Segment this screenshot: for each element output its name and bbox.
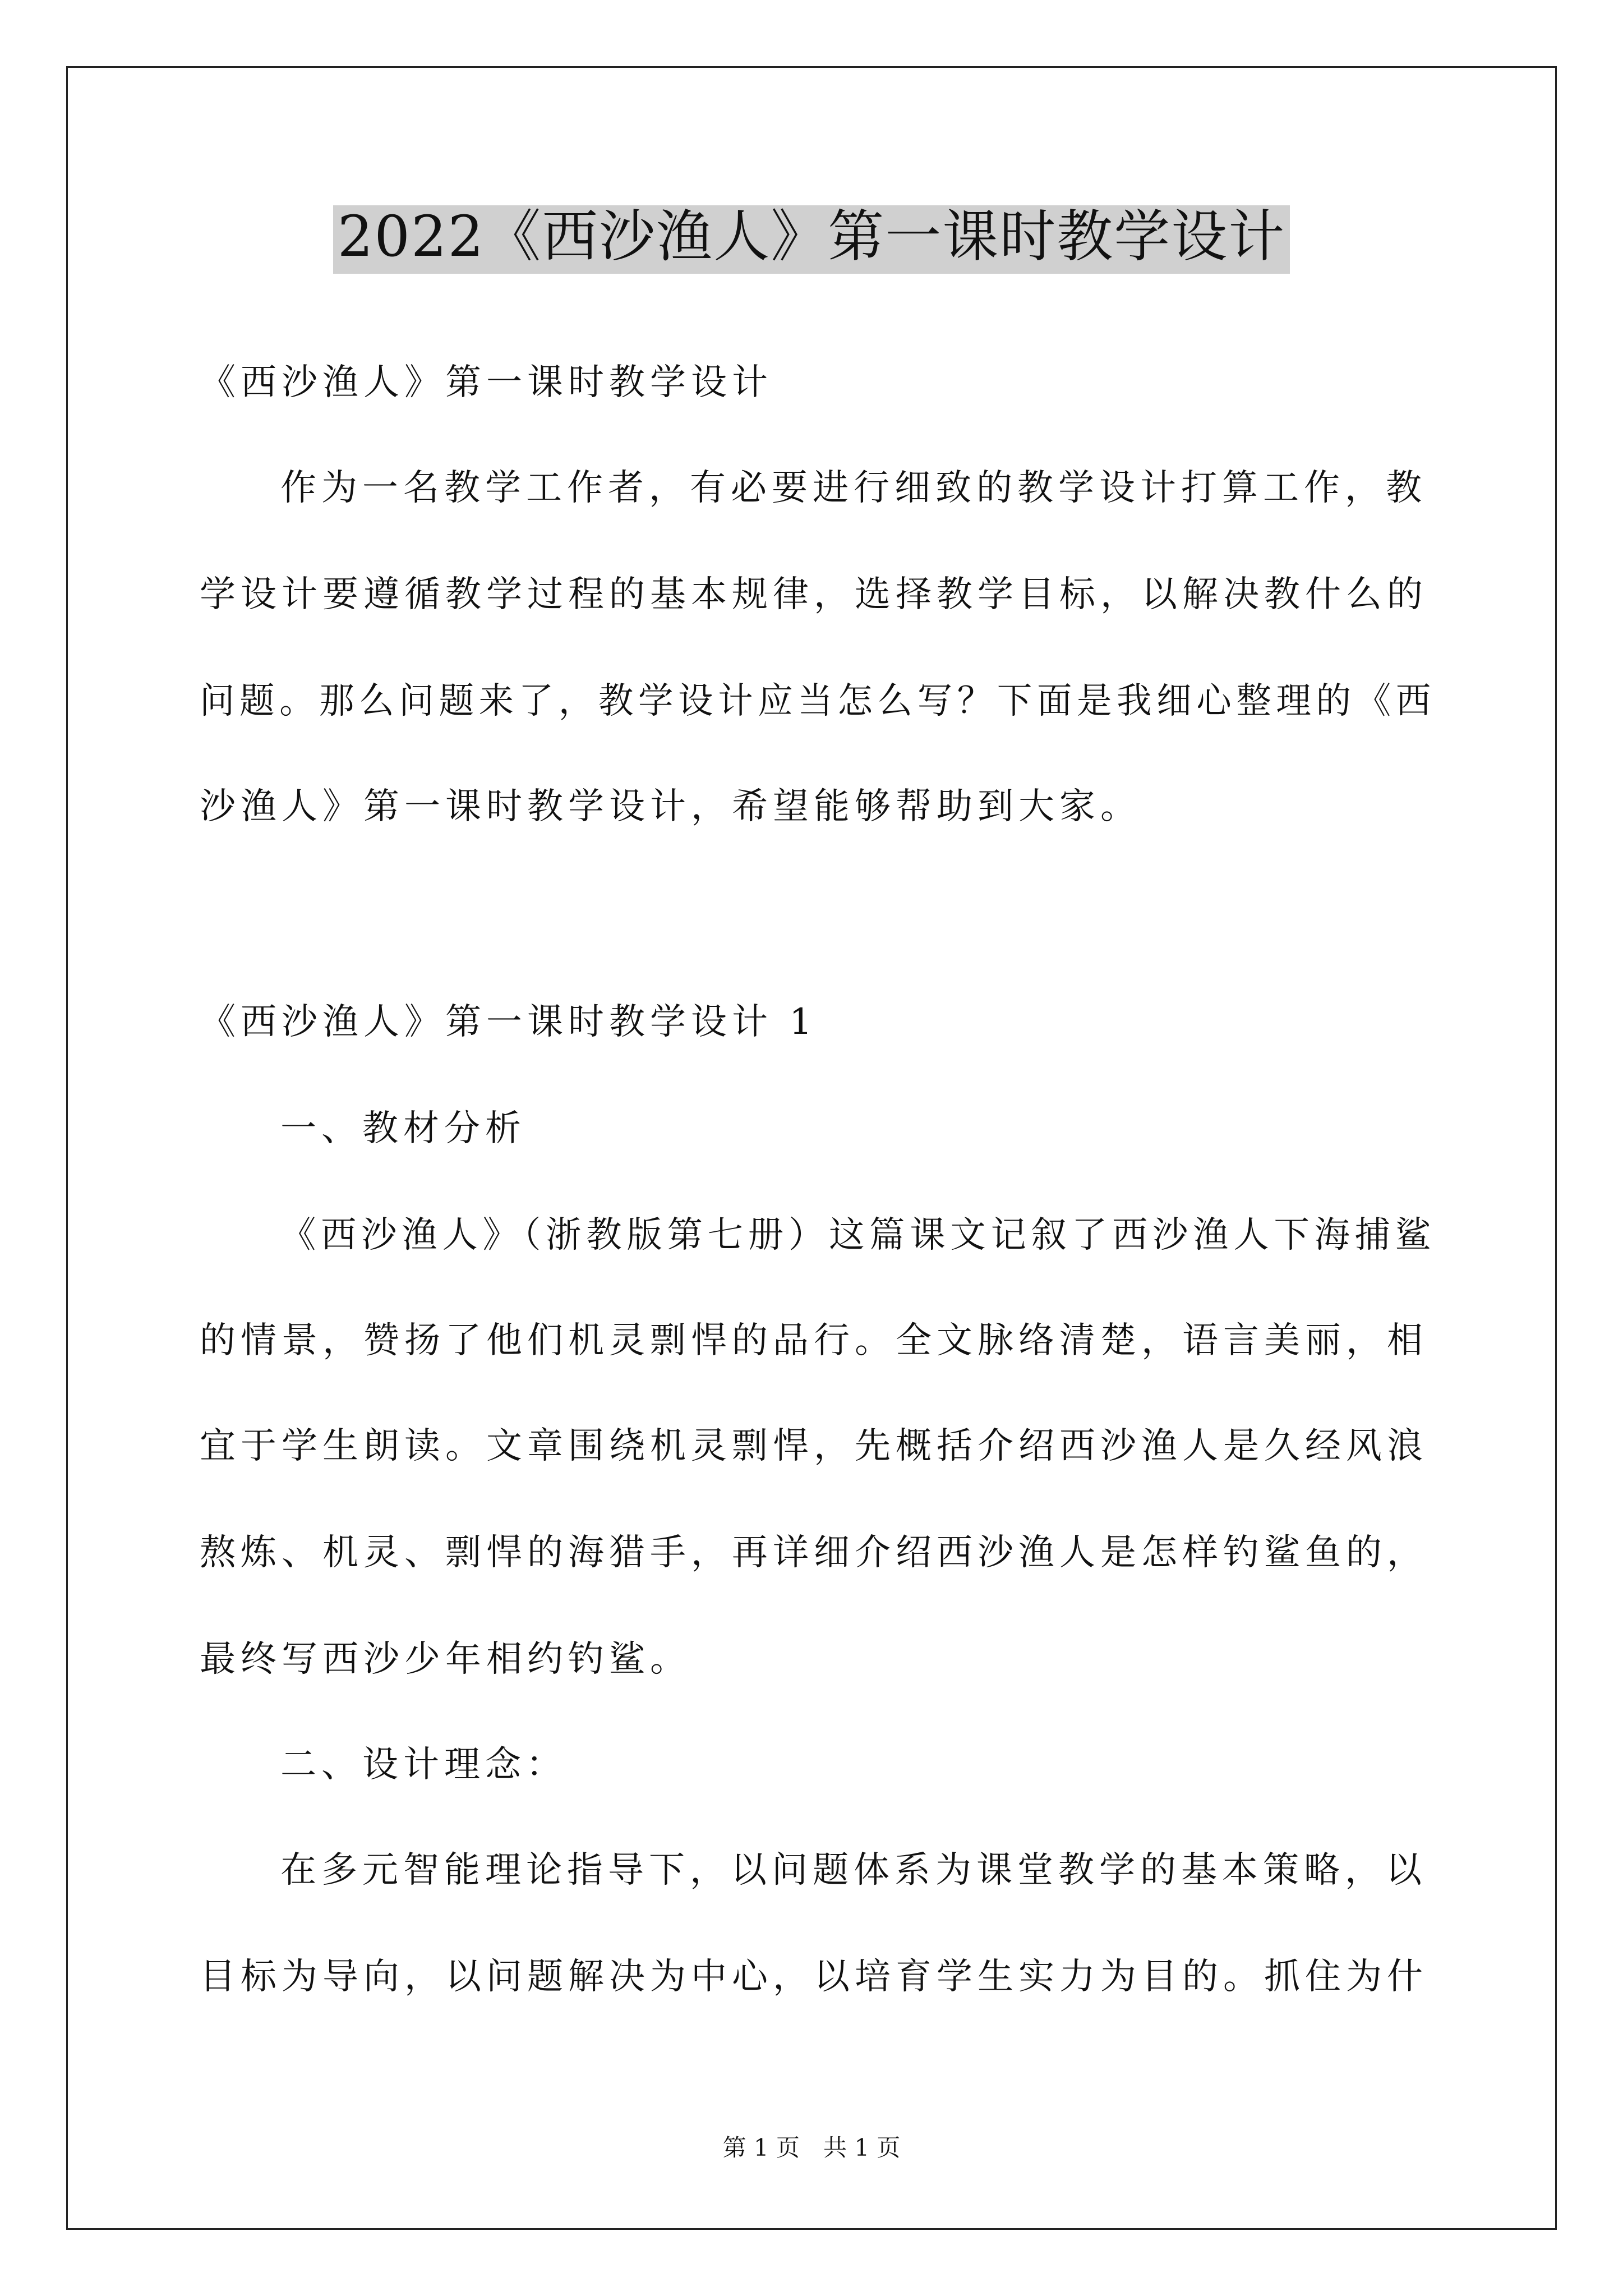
document-title-block (0, 205, 1623, 274)
paragraph-line: 宜于学生朗读。文章围绕机灵剽悍，先概括介绍西沙渔人是久经风浪 (200, 1425, 1428, 1467)
subheading-design-concept: 二、设计理念： (280, 1744, 567, 1786)
paragraph-line: 沙渔人》第一课时教学设计，希望能够帮助到大家。 (200, 786, 1141, 827)
paragraph-line: 学设计要遵循教学过程的基本规律，选择教学目标，以解决教什么的 (200, 574, 1428, 615)
paragraph-line: 熬炼、机灵、剽悍的海猎手，再详细介绍西沙渔人是怎样钓鲨鱼的， (200, 1532, 1428, 1573)
paragraph-line: 在多元智能理论指导下，以问题体系为课堂教学的基本策略，以 (280, 1849, 1427, 1891)
subheading-textbook-analysis: 一、教材分析 (280, 1108, 526, 1149)
paragraph-line: 《西沙渔人》（浙教版第七册）这篇课文记叙了西沙渔人下海捕鲨 (280, 1214, 1436, 1256)
paragraph-line: 作为一名教学工作者，有必要进行细致的教学设计打算工作，教 (280, 467, 1427, 509)
page-footer: 第 1 页 共 1 页 (722, 2134, 901, 2161)
paragraph-line: 最终写西沙少年相约钓鲨。 (200, 1639, 691, 1680)
document-title: 2022《西沙渔人》第一课时教学设计 (333, 205, 1290, 274)
section-heading-1: 《西沙渔人》第一课时教学设计 1 (200, 1001, 818, 1043)
paragraph-line: 问题。那么问题来了，教学设计应当怎么写？下面是我细心整理的《西 (200, 680, 1436, 722)
paragraph-line: 目标为导向，以问题解决为中心，以培育学生实力为目的。抓住为什 (200, 1956, 1428, 1998)
section-heading-main: 《西沙渔人》第一课时教学设计 (200, 362, 773, 403)
paragraph-line: 的情景，赞扬了他们机灵剽悍的品行。全文脉络清楚，语言美丽，相 (200, 1320, 1428, 1361)
